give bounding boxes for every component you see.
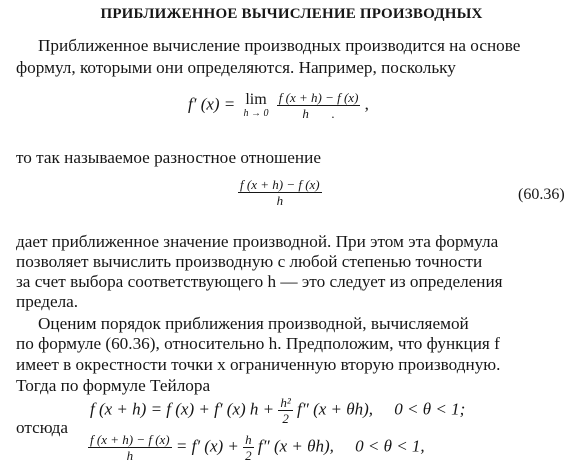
eq3-right: f″ (x + θh), <box>297 399 374 419</box>
paragraph-5: отсюда <box>16 418 69 437</box>
paragraph-4-line-1: Оценим порядок приближения производной, вычисляемой <box>38 314 469 333</box>
equation-difference-quotient <box>238 177 322 208</box>
paragraph-4-line-4: Тогда по формуле Тейлора <box>16 376 211 395</box>
eq4-fraction <box>88 432 172 463</box>
eq2-denominator: h <box>276 193 284 208</box>
eq4-numerator: f (x + h) − f (x) <box>90 432 170 447</box>
eq4-right: f″ (x + θh), <box>257 436 334 456</box>
equation-number: (60.36) <box>518 186 565 203</box>
eq3-frac-denominator: 2 <box>282 411 289 426</box>
eq4-frac-numerator: h <box>245 432 252 447</box>
eq4-condition: 0 < θ < 1, <box>355 436 425 456</box>
eq3-condition: 0 < θ < 1; <box>394 399 466 419</box>
eq1-denominator: h . <box>302 106 335 121</box>
eq4-middle: = f′ (x) + <box>175 436 239 456</box>
paragraph-3-line-2: позволяет вычислить производную с любой степенью точности <box>16 252 483 271</box>
paragraph-3-line-1: дает приближенное значение производной. При этом эта формула <box>16 232 499 251</box>
eq1-lhs: f′ (x) = <box>188 94 236 114</box>
eq1-tail: , <box>364 94 369 114</box>
eq3-fraction <box>278 395 292 426</box>
eq1-lim-sub: h → 0 <box>243 108 269 119</box>
eq1-lim-word: lim <box>245 91 267 108</box>
eq3-left: f (x + h) = f (x) + f′ (x) h + <box>90 399 275 419</box>
eq3-frac-numerator: h² <box>280 395 291 410</box>
section-title: ПРИБЛИЖЕННОЕ ВЫЧИСЛЕНИЕ ПРОИЗВОДНЫХ <box>100 6 483 22</box>
paragraph-3-line-3: за счет выбора соответствующего h — это следует из определения <box>16 272 503 291</box>
paragraph-4-line-2: по формуле (60.36), относительно h. Предположим, что функция f <box>16 334 500 353</box>
equation-derivative-definition <box>188 90 369 121</box>
eq2-fraction <box>238 177 322 208</box>
eq4-small-fraction <box>243 432 254 463</box>
paragraph-4-line-3: имеет в окрестности точки x ограниченную вторую производную. <box>16 355 501 374</box>
equation-error-estimate <box>88 432 425 463</box>
eq4-denominator: h <box>126 448 134 463</box>
eq4-frac-denominator: 2 <box>245 448 252 463</box>
paragraph-1-line-1: Приближенное вычисление производных производится на основе <box>38 36 521 55</box>
eq2-numerator: f (x + h) − f (x) <box>240 177 320 192</box>
equation-taylor <box>90 395 465 426</box>
eq1-numerator: f (x + h) − f (x) <box>278 90 359 105</box>
eq1-limit <box>244 92 269 119</box>
paragraph-1-line-2: формул, которыми они определяются. Например, поскольку <box>16 58 456 77</box>
paragraph-3-line-4: предела. <box>16 292 79 311</box>
eq1-fraction <box>277 90 361 121</box>
paragraph-2: то так называемое разностное отношение <box>16 148 321 167</box>
